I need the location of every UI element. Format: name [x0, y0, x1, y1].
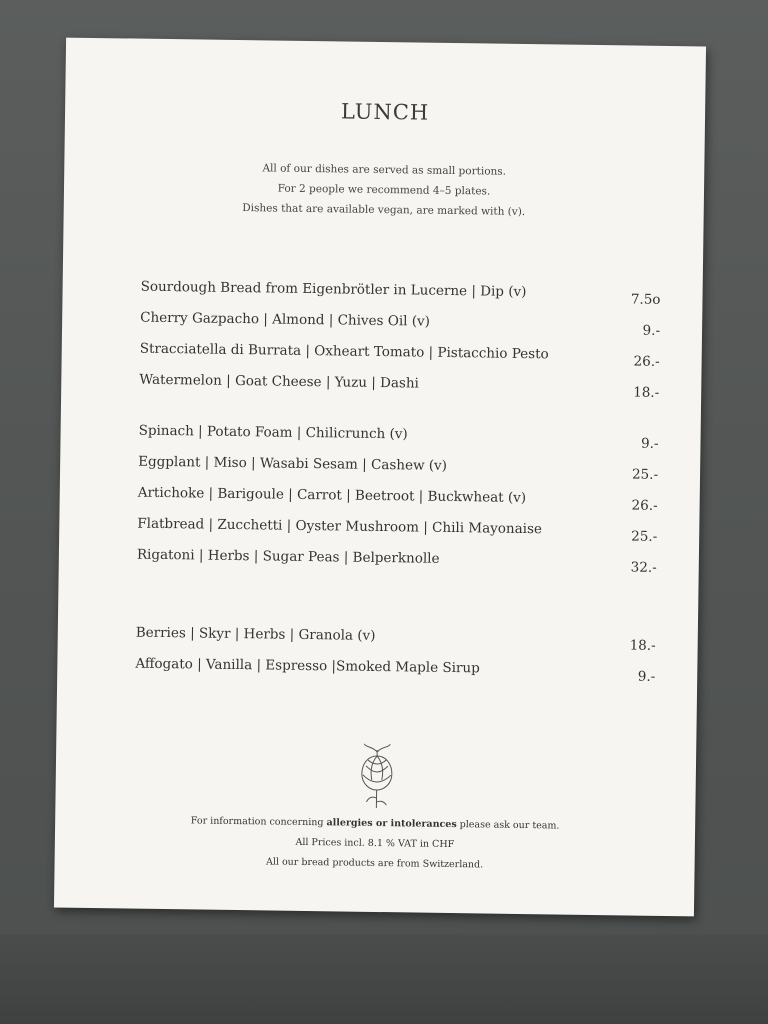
vat-notice: All Prices incl. 8.1 % VAT in CHF: [295, 836, 455, 851]
menu-section-desserts: [135, 625, 656, 694]
menu-card: [54, 38, 706, 917]
allergy-text: For information concerning: [190, 815, 327, 829]
menu-item-name: Flatbread | Zucchetti | Oyster Mushroom | Chili Mayonaise: [137, 515, 543, 538]
menu-footer: [54, 809, 695, 878]
allergy-or: or: [372, 817, 391, 830]
menu-title: LUNCH: [340, 99, 430, 125]
intolerance-keyword: intolerances: [390, 818, 457, 831]
menu-item-name: Artichoke | Barigoule | Carrot | Beetroot | Buckwheat (v): [137, 484, 527, 507]
menu-item-price: 9.-: [642, 322, 661, 339]
menu-item-price: 18.-: [629, 637, 656, 654]
menu-item-price: 18.-: [633, 384, 660, 401]
menu-item: [137, 547, 657, 585]
intro-line: For 2 people we recommend 4–5 plates.: [277, 182, 491, 198]
menu-item-name: Berries | Skyr | Herbs | Granola (v): [135, 624, 376, 644]
menu-item-price: 26.-: [633, 353, 660, 370]
menu-item: [139, 372, 659, 410]
menu-item-name: Sourdough Bread from Eigenbrötler in Lucerne | Dip (v): [140, 278, 527, 301]
menu-item-price: 9.-: [637, 668, 656, 685]
menu-item-price: 25.-: [631, 466, 659, 483]
menu-item: [135, 656, 655, 694]
menu-item-price: 7.5o: [630, 291, 661, 308]
menu-item-name: Stracciatella di Burrata | Oxheart Tomato | Pistacchio Pesto: [139, 340, 549, 363]
menu-item-name: Affogato | Vanilla | Espresso |Smoked Maple Sirup: [135, 655, 480, 677]
menu-item-price: 32.-: [630, 559, 657, 576]
intro-line: All of our dishes are served as small portions.: [262, 162, 507, 178]
bread-notice: All our bread products are from Switzerland.: [265, 856, 484, 871]
table-surface: [0, 934, 768, 1024]
menu-item-price: 9.-: [640, 435, 659, 452]
menu-intro: [64, 156, 705, 225]
intro-line: Dishes that are available vegan, are marked with (v).: [242, 202, 526, 219]
menu-section-starters: [139, 279, 661, 410]
allergy-keyword: allergies: [326, 817, 373, 829]
allergy-text-end: please ask our team.: [456, 819, 560, 832]
menu-item-name: Eggplant | Miso | Wasabi Sesam | Cashew (v): [138, 453, 448, 474]
menu-item-name: Cherry Gazpacho | Almond | Chives Oil (v): [140, 309, 431, 330]
menu-item-name: Watermelon | Goat Cheese | Yuzu | Dashi: [139, 371, 420, 392]
menu-item-name: Spinach | Potato Foam | Chilicrunch (v): [138, 422, 408, 443]
artichoke-icon: [351, 742, 402, 813]
menu-section-mains: [137, 423, 659, 585]
menu-item-price: 26.-: [631, 497, 658, 514]
menu-item-price: 25.-: [631, 528, 658, 545]
menu-item-name: Rigatoni | Herbs | Sugar Peas | Belperknolle: [136, 546, 440, 567]
